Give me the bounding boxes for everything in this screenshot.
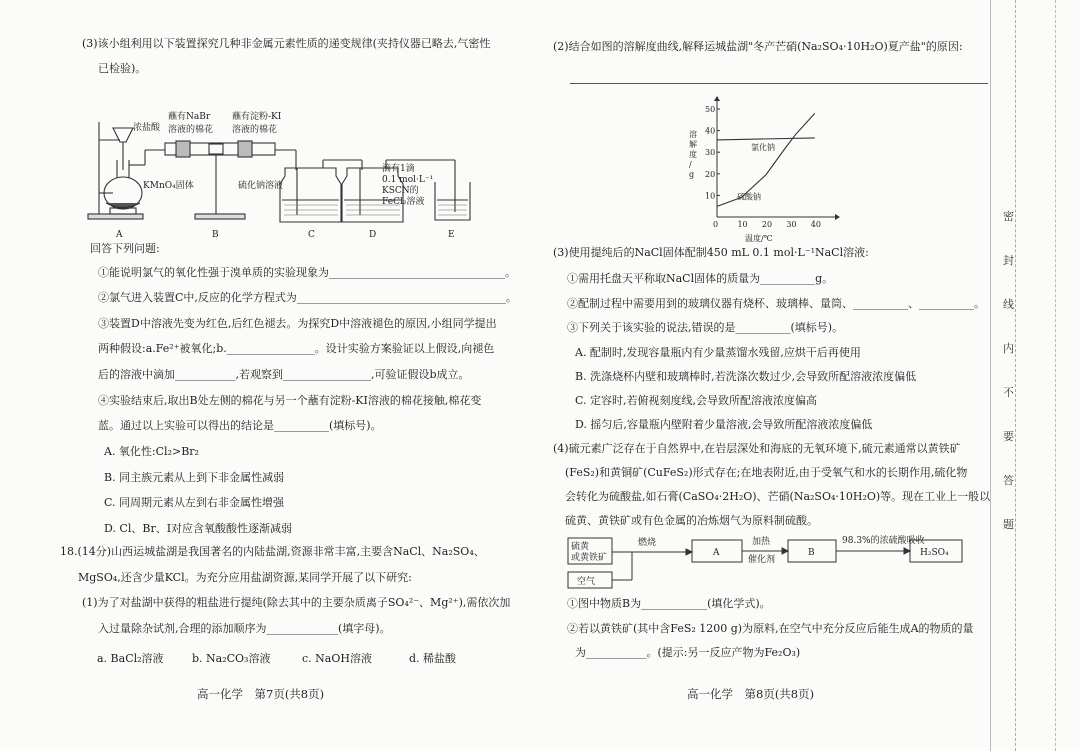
text-line: (1)为了对盐湖中获得的粗盐进行提纯(除去其中的主要杂质离子SO₄²⁻、Mg²⁺),需依次加 (82, 596, 511, 609)
series-line-0 (717, 138, 815, 140)
text-line: ②若以黄铁矿(其中含FeS₂ 1200 g)为原料,在空气中充分反应后能生成A的物质的量 (567, 622, 974, 635)
text-line: ④实验结束后,取出B处左侧的棉花与另一个蘸有淀粉-KI溶液的棉花接触,棉花变 (98, 394, 482, 407)
letter-c: C (308, 230, 315, 240)
letter-b: B (212, 230, 219, 240)
text-line: ①需用托盘天平称取NaCl固体的质量为__________g。 (567, 272, 834, 285)
binding-char: 内 (1003, 342, 1014, 355)
apparatus-diagram (0, 0, 540, 245)
footer-page-8: 高一化学 第8页(共8页) (687, 687, 815, 701)
text-line: A. 氧化性:Cl₂>Br₂ (104, 445, 199, 458)
label-kmno4: KMnO₄固体 (143, 181, 194, 191)
text-line: 回答下列问题: (90, 242, 160, 255)
letter-d: D (369, 230, 377, 240)
series-line-1 (717, 113, 815, 206)
x-axis-label: 温度/℃ (745, 234, 773, 243)
series-label-nacl: 氯化钠 (751, 143, 775, 153)
text-line: ①图中物质B为____________(填化学式)。 (567, 597, 771, 610)
text-line: ②氯气进入装置C中,反应的化学方程式为______________________________________。 (98, 291, 517, 304)
label-nabr: 蘸有NaBr (168, 112, 211, 122)
letter-e: E (448, 230, 455, 240)
flow-box-a: A (713, 548, 720, 558)
y-tick-label: 50 (705, 105, 716, 114)
option-1: b. Na₂CO₃溶液 (192, 652, 271, 665)
x-tick-label: 20 (761, 220, 773, 229)
flow-box-air: 空气 (577, 577, 596, 587)
binding-dashed-line-outer (1055, 0, 1056, 751)
option-3: d. 稀盐酸 (409, 652, 457, 665)
label-d4: FeCl₂溶液 (382, 197, 425, 207)
text-line: C. 定容时,若俯视刻度线,会导致所配溶液浓度偏高 (575, 394, 818, 407)
option-0: a. BaCl₂溶液 (97, 652, 164, 665)
x-tick-label: 30 (786, 220, 797, 229)
y-tick-label: 20 (705, 169, 716, 179)
text-line: 硫黄、黄铁矿或有色金属的冶炼烟气为原料制硫酸。 (565, 514, 818, 527)
label-nabr2: 溶液的棉花 (168, 125, 214, 135)
option-2: c. NaOH溶液 (302, 652, 372, 665)
solubility-chart (685, 95, 855, 245)
text-line: B. 同主族元素从上到下非金属性减弱 (104, 471, 285, 484)
text-line: 蓝。通过以上实验可以得出的结论是__________(填标号)。 (98, 419, 382, 432)
text-line: C. 同周期元素从左到右非金属性增强 (104, 496, 285, 509)
text-line: 两种假设:a.Fe²⁺被氧化;b.________________。设计实验方案验证以上假设,向褪色 (98, 342, 495, 355)
text-line: 后的溶液中滴加___________,若观察到________________,可验证假设b成立。 (98, 368, 470, 381)
text-line: 18.(14分)山西运城盐湖是我国著名的内陆盐湖,资源非常丰富,主要含NaCl、Na₂SO₄、 (60, 545, 485, 558)
label-hcl: 浓盐酸 (133, 123, 161, 133)
text-line: A. 配制时,发现容量瓶内有少量蒸馏水残留,应烘干后再使用 (575, 346, 861, 359)
label-d1: 滴有1滴 (382, 164, 415, 174)
binding-char: 要 (1003, 430, 1014, 443)
text-line: (3)使用提纯后的NaCl固体配制450 mL 0.1 mol·L⁻¹NaCl溶液: (553, 246, 869, 259)
y-axis-label-char: 解 (689, 140, 697, 149)
y-axis-label-char: 溶 (689, 130, 697, 139)
flow-arrow-catalyst: 催化剂 (748, 555, 776, 565)
text-line: D. Cl、Br、I对应含氧酸酸性逐渐减弱 (104, 522, 293, 535)
binding-margin (990, 0, 1080, 751)
text-line: ①能说明氯气的氧化性强于溴单质的实验现象为________________________________。 (98, 266, 516, 279)
y-tick-label: 40 (705, 126, 716, 136)
x-tick-label: 10 (737, 220, 748, 229)
text-line: (2)结合如图的溶解度曲线,解释运城盐湖"冬产芒硝(Na₂SO₄·10H₂O)夏产盐"的原因: (553, 40, 963, 53)
text-line: (FeS₂)和黄铜矿(CuFeS₂)形式存在;在地表附近,由于受氧气和水的长期作用,硫化物 (565, 466, 968, 479)
y-tick-label: 30 (705, 148, 716, 158)
binding-char: 不 (1003, 386, 1014, 399)
binding-char: 线 (1003, 298, 1014, 311)
text-line: (3)该小组利用以下装置探究几种非金属元素性质的递变规律(夹持仪器已略去,气密性 (82, 37, 491, 50)
binding-char: 题 (1003, 518, 1014, 531)
x-tick-label: 40 (810, 220, 821, 229)
text-line: D. 摇匀后,容量瓶内壁附着少量溶液,会导致所配溶液浓度偏低 (575, 418, 873, 431)
binding-char: 封 (1003, 254, 1014, 267)
label-ki: 蘸有淀粉-KI (232, 112, 282, 122)
flow-arrow-absorb: 98.3%的浓硫酸吸收 (842, 536, 925, 546)
binding-char: 密 (1003, 210, 1014, 223)
label-d2: 0.1 mol·L⁻¹ (382, 175, 434, 185)
text-line: MgSO₄,还含少量KCl。为充分应用盐湖资源,某同学开展了以下研究: (78, 571, 412, 584)
x-tick-label: 0 (713, 220, 719, 229)
letter-a: A (116, 230, 123, 240)
series-label-na2so4: 硫酸钠 (737, 192, 761, 202)
flow-arrow-burn: 燃烧 (638, 538, 657, 548)
right-page (540, 0, 990, 751)
flow-box-raw-1: 硫黄 (571, 542, 590, 552)
flow-arrow-heat: 加热 (752, 537, 771, 547)
text-line: 入过量除杂试剂,合理的添加顺序为_____________(填字母)。 (98, 622, 391, 635)
text-line: 会转化为硫酸盐,如石膏(CaSO₄·2H₂O)、芒硝(Na₂SO₄·10H₂O)等。现在工业上一般以 (565, 490, 991, 503)
x-axis-arrow (835, 214, 840, 220)
flow-box-h2so4: H₂SO₄ (920, 548, 949, 558)
answer-line (570, 83, 988, 84)
text-line: 已检验)。 (98, 62, 147, 75)
flow-box-raw-2: 或黄铁矿 (571, 553, 608, 563)
text-line: 为___________。(提示:另一反应产物为Fe₂O₃) (575, 646, 801, 659)
flow-diagram (560, 530, 990, 595)
label-d3: KSCN的 (382, 186, 419, 196)
binding-dashed-line (1015, 0, 1016, 751)
text-line: (4)硫元素广泛存在于自然界中,在岩层深处和海底的无氧环境下,硫元素通常以黄铁矿 (553, 442, 961, 455)
text-line: B. 洗涤烧杯内壁和玻璃棒时,若洗涤次数过少,会导致所配溶液浓度偏低 (575, 370, 917, 383)
footer-page-7: 高一化学 第7页(共8页) (197, 687, 325, 701)
text-line: ②配制过程中需要用到的玻璃仪器有烧杯、玻璃棒、量筒、__________、__________。 (567, 297, 985, 310)
binding-char: 答 (1003, 474, 1014, 487)
label-na2s: 硫化钠溶液 (238, 181, 284, 191)
y-tick-label: 10 (705, 191, 716, 201)
y-axis-arrow (714, 96, 720, 101)
y-axis-label-char: / (689, 160, 692, 169)
text-line: ③装置D中溶液先变为红色,后红色褪去。为探究D中溶液褪色的原因,小组同学提出 (98, 317, 497, 330)
y-axis-label-char: 度 (689, 150, 697, 159)
flow-box-b: B (808, 548, 815, 558)
label-ki2: 溶液的棉花 (232, 125, 278, 135)
y-axis-label-char: g (689, 170, 695, 179)
text-line: ③下列关于该实验的说法,错误的是__________(填标号)。 (567, 321, 844, 334)
